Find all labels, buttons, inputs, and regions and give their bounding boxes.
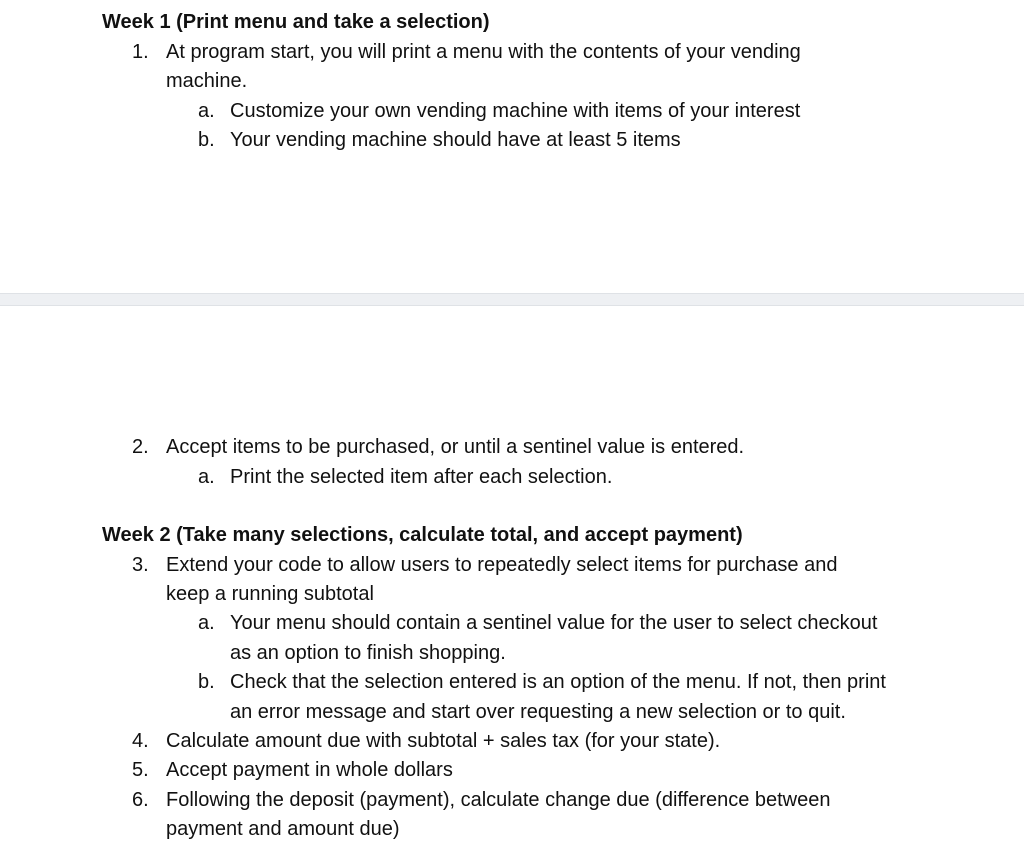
item-3-text-line-1: Extend your code to allow users to repeatedly select items for purchase and xyxy=(166,554,838,576)
item-1-text-line-1: At program start, you will print a menu with the contents of your vending xyxy=(166,41,801,63)
item-6-text-line-2: payment and amount due) xyxy=(166,818,400,840)
item-1b-text: Your vending machine should have at least 5 items xyxy=(230,129,681,151)
item-6-number: 6. xyxy=(132,789,149,811)
item-4-number: 4. xyxy=(132,730,149,752)
item-1b-letter: b. xyxy=(198,129,215,151)
item-3b-text-line-2: an error message and start over requesting a new selection or to quit. xyxy=(230,701,846,723)
item-5-text: Accept payment in whole dollars xyxy=(166,759,453,781)
item-3b-letter: b. xyxy=(198,671,215,693)
item-4-text: Calculate amount due with subtotal + sales tax (for your state). xyxy=(166,730,721,752)
item-2a-text: Print the selected item after each selection. xyxy=(230,466,613,488)
week1-heading: Week 1 (Print menu and take a selection) xyxy=(102,11,490,33)
item-3a-letter: a. xyxy=(198,612,215,634)
item-1-text-line-2: machine. xyxy=(166,70,248,92)
item-3a-text-line-1: Your menu should contain a sentinel value for the user to select checkout xyxy=(230,612,878,634)
item-3-number: 3. xyxy=(132,554,149,576)
item-2-text: Accept items to be purchased, or until a sentinel value is entered. xyxy=(166,436,745,458)
document-page-2 xyxy=(0,306,1024,855)
item-1-number: 1. xyxy=(132,41,149,63)
item-3b-text-line-1: Check that the selection entered is an option of the menu. If not, then print xyxy=(230,671,886,693)
item-3a-text-line-2: as an option to finish shopping. xyxy=(230,642,506,664)
item-3-text-line-2: keep a running subtotal xyxy=(166,583,374,605)
item-1a-letter: a. xyxy=(198,100,215,122)
week2-heading: Week 2 (Take many selections, calculate total, and accept payment) xyxy=(102,524,743,546)
page-break xyxy=(0,293,1024,306)
document-page-1 xyxy=(0,0,1024,293)
item-2-number: 2. xyxy=(132,436,149,458)
item-5-number: 5. xyxy=(132,759,149,781)
item-6-text-line-1: Following the deposit (payment), calculate change due (difference between xyxy=(166,789,831,811)
item-2a-letter: a. xyxy=(198,466,215,488)
item-1a-text: Customize your own vending machine with items of your interest xyxy=(230,100,801,122)
